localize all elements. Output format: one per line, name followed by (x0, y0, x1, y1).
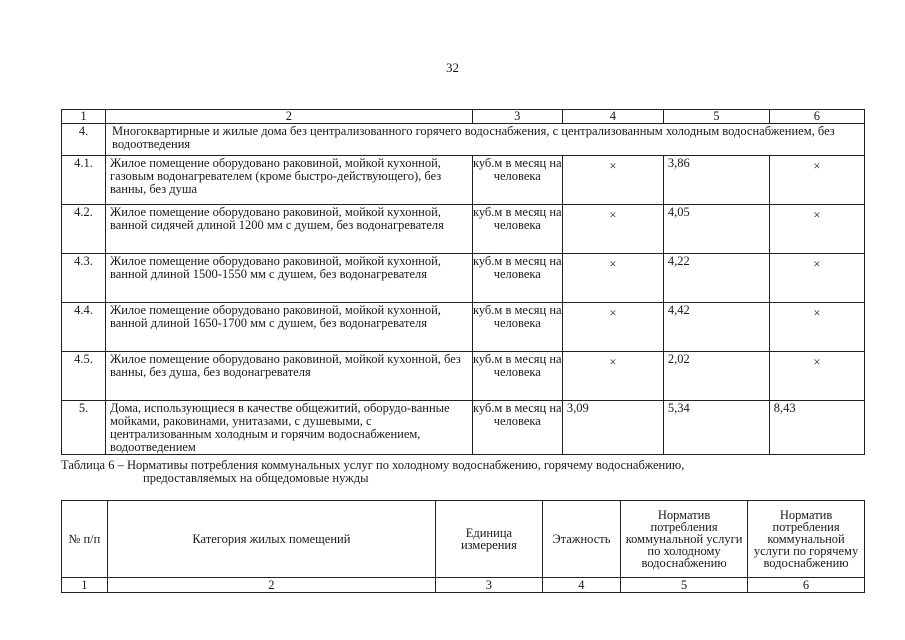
column-number-row (62, 110, 865, 124)
column-number: 3 (472, 110, 562, 124)
row-description: Жилое помещение оборудовано раковиной, мойкой кухонной, без ванны, без душа, без водонагревателя (106, 352, 473, 401)
row-number: 4.1. (62, 156, 106, 205)
row-description: Дома, использующиеся в качестве общежитий, оборудо-ванные мойками, раковинами, унитазами, с душевыми, с централизованным холодным и горячим водоснабжением, водоотведением (106, 401, 473, 455)
row-value-col5: 4,05 (663, 205, 769, 254)
caption-line: предоставляемых на общедомовые нужды (143, 471, 369, 485)
header-number: № п/п (62, 501, 108, 578)
row-number: 4.5. (62, 352, 106, 401)
column-number: 2 (106, 110, 473, 124)
table-row (62, 401, 865, 455)
row-value-col6: × (769, 156, 864, 205)
row-value-col5: 4,42 (663, 303, 769, 352)
column-number: 5 (621, 578, 748, 593)
header-category: Категория жилых помещений (107, 501, 435, 578)
row-value-col4: × (562, 254, 663, 303)
water-norms-table (61, 109, 865, 455)
header-unit: Единица измерения (436, 501, 543, 578)
table-row (62, 254, 865, 303)
common-property-norms-table (61, 500, 865, 593)
row-value-col6: × (769, 352, 864, 401)
table-row (62, 156, 865, 205)
column-number: 3 (436, 578, 543, 593)
row-value-col4: × (562, 156, 663, 205)
section-row (62, 124, 865, 156)
row-value-col6: × (769, 303, 864, 352)
row-value-col5: 4,22 (663, 254, 769, 303)
row-description: Жилое помещение оборудовано раковиной, мойкой кухонной, ванной длиной 1500-1550 мм с душем, без водонагревателя (106, 254, 473, 303)
row-value-col4: 3,09 (562, 401, 663, 455)
page-number: 32 (446, 60, 459, 75)
table-caption (61, 459, 871, 485)
table-row (62, 303, 865, 352)
row-value-col6: × (769, 205, 864, 254)
row-unit: куб.м в месяц на человека (472, 352, 562, 401)
column-number: 6 (748, 578, 865, 593)
table-row (62, 352, 865, 401)
row-value-col5: 2,02 (663, 352, 769, 401)
row-unit: куб.м в месяц на человека (472, 156, 562, 205)
column-number: 1 (62, 578, 108, 593)
row-value-col5: 5,34 (663, 401, 769, 455)
row-number: 4.2. (62, 205, 106, 254)
caption-line: Таблица 6 – Нормативы потребления коммунальных услуг по холодному водоснабжению, горячему водоснабжению, (61, 458, 685, 472)
row-unit: куб.м в месяц на человека (472, 303, 562, 352)
column-number: 5 (663, 110, 769, 124)
row-value-col6: × (769, 254, 864, 303)
row-number: 4.3. (62, 254, 106, 303)
column-number: 4 (562, 110, 663, 124)
row-unit: куб.м в месяц на человека (472, 401, 562, 455)
row-unit: куб.м в месяц на человека (472, 254, 562, 303)
row-value-col4: × (562, 303, 663, 352)
section-title: Многоквартирные и жилые дома без централизованного горячего водоснабжения, с централизованным холодным водоснабжением, без водоотведения (106, 124, 865, 156)
row-number: 5. (62, 401, 106, 455)
row-description: Жилое помещение оборудовано раковиной, мойкой кухонной, ванной длиной 1650-1700 мм с душем, без водонагревателя (106, 303, 473, 352)
column-number: 6 (769, 110, 864, 124)
header-floors: Этажность (542, 501, 620, 578)
column-number: 2 (107, 578, 435, 593)
row-value-col5: 3,86 (663, 156, 769, 205)
table-row (62, 205, 865, 254)
column-number: 1 (62, 110, 106, 124)
row-description: Жилое помещение оборудовано раковиной, мойкой кухонной, газовым водонагревателем (кроме быстро-действующего), без ванны, без душа (106, 156, 473, 205)
row-number: 4.4. (62, 303, 106, 352)
header-cold-water-norm: Норматив потребления коммунальной услуги по холодному водоснабжению (621, 501, 748, 578)
row-description: Жилое помещение оборудовано раковиной, мойкой кухонной, ванной сидячей длиной 1200 мм с душем, без водонагревателя (106, 205, 473, 254)
row-value-col4: × (562, 352, 663, 401)
column-number-row (62, 578, 865, 593)
section-number: 4. (62, 124, 106, 156)
column-number: 4 (542, 578, 620, 593)
header-row (62, 501, 865, 578)
row-value-col6: 8,43 (769, 401, 864, 455)
row-value-col4: × (562, 205, 663, 254)
header-hot-water-norm: Норматив потребления коммунальной услуги по горячему водоснабжению (748, 501, 865, 578)
row-unit: куб.м в месяц на человека (472, 205, 562, 254)
